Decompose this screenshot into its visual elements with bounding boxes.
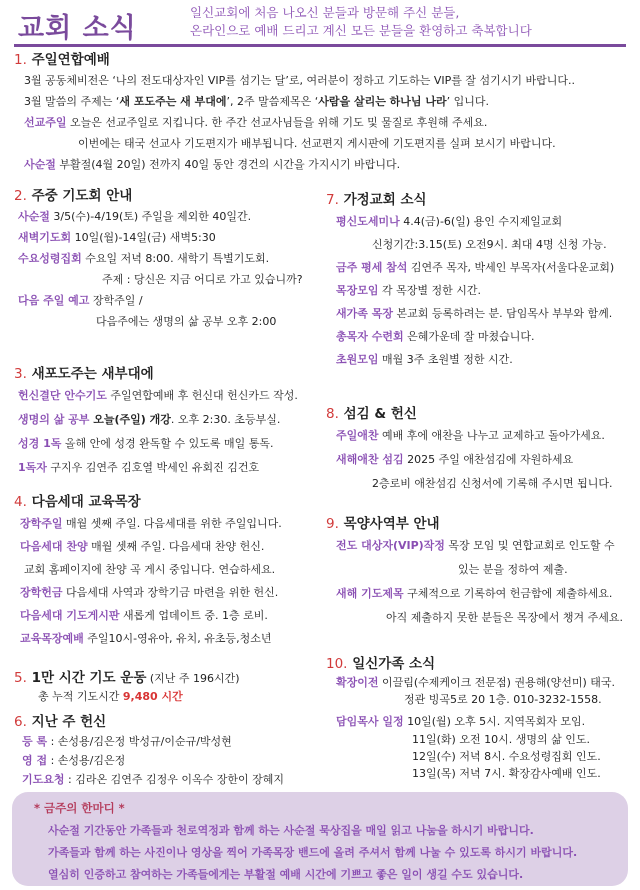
news-line [326, 302, 634, 325]
item-keyword: 확장이전 [336, 676, 379, 689]
news-line [326, 765, 634, 782]
item-keyword: 전도 대상자(VIP)작정 [336, 539, 445, 552]
news-line [14, 688, 319, 706]
item-keyword: 담임목사 일정 [336, 715, 404, 728]
item-keyword: 영 접 [22, 754, 48, 767]
section-number: 6. [14, 714, 27, 730]
line-text: 올해 안에 성경 완독할 수 있도록 매일 통독. [61, 437, 274, 450]
news-line [326, 279, 634, 302]
class-opening: 오늘(주일) 개강 [89, 413, 171, 426]
line-text: : 손성용/김은정 [47, 754, 126, 767]
line-text: 2층로비 애찬섬김 신청서에 기록해 주시면 됩니다. [372, 477, 613, 490]
weekly-word-line: 열심히 인증하고 참여하는 가족들에게는 부활절 예배 시간에 기쁘고 좋은 일이 생길 수도 있습니다. [48, 868, 524, 881]
news-line [326, 674, 634, 691]
news-line [14, 456, 319, 480]
line-text: 3월 말씀의 주제는 ‘ [24, 95, 120, 108]
section-number: 8. [326, 406, 339, 422]
section-number: 2. [14, 188, 27, 204]
line-text: 주일연합예배 후 헌신대 헌신카드 작성. [106, 389, 298, 402]
item-keyword: 기도요청 [22, 773, 65, 786]
section-heading [14, 668, 319, 688]
item-keyword: 사순절 [18, 210, 50, 223]
section-heading [326, 404, 634, 424]
section-heading [14, 50, 634, 70]
line-text: 이번에는 태국 선교사 기도편지가 배부됩니다. 선교편지 게시판에 기도편지를 실펴 보시기 바랍니다. [78, 137, 556, 150]
line-text: 본교회 등록하려는 분. 담임목사 부부와 함께. [392, 307, 613, 320]
welcome-message [190, 4, 532, 40]
line-text: 교회 홈페이지에 찬양 곡 게시 중입니다. 연습하세요. [24, 563, 276, 576]
sermon-theme: 새 포도주는 새 부대에 [119, 95, 227, 108]
line-text: : 김라온 김연주 김정우 이옥수 장한이 장혜지 [64, 773, 284, 786]
section-9 [326, 514, 634, 630]
page-title: 교회 소식 [18, 13, 137, 44]
line-text: 구지우 김연주 김호열 박세인 유회진 김건호 [46, 461, 260, 474]
line-text: 각 목장별 정한 시간. [378, 284, 482, 297]
line-text: 12일(수) 저녁 8시. 수요성령집회 인도. [412, 750, 601, 763]
item-keyword: 새해애찬 섬김 [336, 453, 404, 466]
news-line [326, 424, 634, 448]
news-line [14, 732, 319, 751]
news-line [14, 535, 319, 558]
news-line [326, 448, 634, 472]
section-1 [14, 50, 634, 175]
section-heading [14, 364, 319, 384]
weekly-word-heading: * 금주의 한마디 * [34, 801, 125, 815]
line-text: 10일(월) 오후 5시. 지역목회자 모임. [403, 715, 586, 728]
line-text: 예배 후에 애찬을 나누고 교제하고 돌아가세요. [378, 429, 605, 442]
section-4 [14, 492, 319, 650]
line-text: 부활절(4월 20일) 전까지 40일 동안 경건의 시간을 가지시기 바랍니다. [55, 158, 401, 171]
section-heading [326, 514, 634, 534]
line-text: 목장 모임 및 연합교회로 인도할 수 [444, 539, 615, 552]
section-title: 가정교회 소식 [343, 192, 427, 208]
section-title: 1만 시간 기도 운동 [31, 670, 147, 686]
section-title: 목양사역부 안내 [343, 516, 440, 532]
last-week-hours: (지난 주 196시간) [146, 672, 240, 685]
news-line [326, 256, 634, 279]
line-text: 10일(월)-14일(금) 새벽5:30 [71, 231, 216, 244]
line-text: 11일(화) 오전 10시. 생명의 삶 인도. [412, 733, 590, 746]
header-divider [14, 44, 626, 47]
item-keyword: 주일애찬 [336, 429, 379, 442]
news-line [14, 604, 319, 627]
item-keyword: 총목자 수련회 [336, 330, 404, 343]
weekly-word-line: 가족들과 함께 하는 사진이나 영상을 찍어 가족목장 밴드에 올려 주셔서 함께 나눌 수 있도록 하시기 바랍니다. [48, 846, 578, 859]
line-text: 4.4(금)-6(일) 용인 수지제일교회 [399, 215, 563, 228]
line-text: . 오후 2:30. 초등부실. [170, 413, 281, 426]
news-line [326, 233, 634, 256]
line-text: 새롭게 업데이트 중. 1층 로비. [119, 609, 268, 622]
news-line [14, 133, 634, 154]
news-line [14, 206, 319, 227]
item-keyword: 평신도세미나 [336, 215, 400, 228]
item-keyword: 목장모임 [336, 284, 379, 297]
news-line [326, 691, 634, 708]
news-line [326, 348, 634, 371]
news-line [326, 582, 634, 606]
item-keyword: 생명의 삶 공부 [18, 413, 90, 426]
section-title: 일신가족 소식 [352, 656, 436, 672]
line-text: 아직 제출하지 못한 분들은 목장에서 챙겨 주세요. [386, 611, 623, 624]
news-line [14, 558, 319, 581]
welcome-line-2: 온라인으로 예배 드리고 계신 모든 분들을 환영하고 축복합니다 [190, 23, 532, 38]
item-keyword: 새벽기도회 [18, 231, 72, 244]
news-line [14, 290, 319, 311]
item-keyword: 선교주일 [24, 116, 67, 129]
total-prayer-hours: 9,480 시간 [122, 690, 183, 703]
line-text: 은혜가운데 잘 마쳤습니다. [403, 330, 535, 343]
item-keyword: 등 록 [22, 735, 48, 748]
item-keyword: 헌신결단 안수기도 [18, 389, 107, 402]
news-line [14, 269, 319, 290]
line-text: 신청기간:3.15(토) 오전9시. 최대 4명 신청 가능. [372, 238, 607, 251]
section-3 [14, 364, 319, 480]
section-number: 5. [14, 670, 27, 686]
line-text: 정관 빙곡5로 20 1층. 010-3232-1558. [404, 693, 602, 706]
section-heading [14, 492, 319, 512]
page-header [0, 0, 640, 48]
item-keyword: 장학헌금 [20, 586, 63, 599]
news-line [326, 210, 634, 233]
line-text: 오늘은 선교주일로 지킵니다. 한 주간 선교사님들을 위해 기도 및 물질로 후원해 주세요. [66, 116, 488, 129]
news-line [14, 91, 634, 112]
news-line [14, 751, 319, 770]
news-line [14, 227, 319, 248]
item-keyword: 1독자 [18, 461, 47, 474]
news-line [326, 731, 634, 748]
section-6 [14, 712, 319, 789]
news-line [14, 770, 319, 789]
section-5 [14, 668, 319, 706]
news-line [14, 248, 319, 269]
news-line [326, 325, 634, 348]
section-title: 다음세대 교육목장 [31, 494, 141, 510]
news-line [14, 432, 319, 456]
line-text: 매월 셋째 주일. 다음세대 찬양 헌신. [87, 540, 265, 553]
line-text: 총 누적 기도시간 [38, 690, 123, 703]
line-text: 13일(목) 저녁 7시. 확장감사예배 인도. [412, 767, 601, 780]
section-title: 섬김 & 헌신 [343, 406, 417, 422]
line-text: : 손성용/김은정 박성규/이순규/박성현 [47, 735, 232, 748]
welcome-line-1: 일신교회에 처음 나오신 분들과 방문해 주신 분들, [190, 5, 460, 20]
item-keyword: 새가족 목장 [336, 307, 393, 320]
news-line [326, 748, 634, 765]
news-line [14, 408, 319, 432]
news-line [14, 384, 319, 408]
line-text: 주일10시-영유아, 유치, 유초등,청소년 [83, 632, 272, 645]
section-heading [14, 712, 319, 732]
section-7 [326, 190, 634, 371]
news-line [326, 712, 634, 731]
line-text: 주제 : 당신은 지금 어디로 가고 있습니까? [102, 273, 303, 286]
section-number: 9. [326, 516, 339, 532]
line-text: 3/5(수)-4/19(토) 주일을 제외한 40일간. [49, 210, 252, 223]
section-number: 4. [14, 494, 27, 510]
news-line [326, 558, 634, 582]
item-keyword: 교육목장예배 [20, 632, 84, 645]
news-line [14, 581, 319, 604]
section-8 [326, 404, 634, 496]
line-text: ’, 2주 말씀제목은 ‘ [226, 95, 319, 108]
section-10 [326, 654, 634, 782]
section-number: 10. [326, 656, 348, 672]
section-number: 1. [14, 52, 27, 68]
section-title: 지난 주 헌신 [31, 714, 107, 730]
item-keyword: 초원모임 [336, 353, 379, 366]
news-line [14, 154, 634, 175]
item-keyword: 사순절 [24, 158, 56, 171]
section-2 [14, 186, 319, 332]
item-keyword: 수요성령집회 [18, 252, 82, 265]
item-keyword: 금주 평세 참석 [336, 261, 408, 274]
news-line [14, 112, 634, 133]
news-line [14, 311, 319, 332]
item-keyword: 다음세대 찬양 [20, 540, 88, 553]
section-title: 주중 기도회 안내 [31, 188, 133, 204]
section-title: 새포도주는 새부대에 [31, 366, 154, 382]
item-keyword: 성경 1독 [18, 437, 62, 450]
news-line [326, 472, 634, 496]
section-number: 7. [326, 192, 339, 208]
item-keyword: 다음 주일 예고 [18, 294, 90, 307]
line-text: ’ 입니다. [446, 95, 489, 108]
line-text: 2025 주일 애찬섬김에 자원하세요 [403, 453, 574, 466]
line-text: 이끌림(수제케이크 전문점) 권용해(양선미) 태국. [378, 676, 616, 689]
news-line [326, 534, 634, 558]
weekly-word-line: 사순절 기간동안 가족들과 천로역정과 함께 하는 사순절 묵상집을 매일 읽고 나눔을 하시기 바랍니다. [48, 824, 534, 837]
line-text: 장학주일 / [89, 294, 143, 307]
section-heading [14, 186, 319, 206]
line-text: 매월 셋째 주일. 다음세대를 위한 주일입니다. [62, 517, 282, 530]
item-keyword: 장학주일 [20, 517, 63, 530]
section-heading [326, 190, 634, 210]
line-text: 3월 공동체비전은 ‘나의 전도대상자인 VIP를 섬기는 달’로, 여러분이 정하고 기도하는 VIP를 잘 섬기시기 바랍니다.. [24, 74, 576, 87]
sermon-title: 사람을 살리는 하나님 나라 [318, 95, 447, 108]
news-line [326, 606, 634, 630]
line-text: 있는 분을 정하여 제출. [458, 563, 568, 576]
line-text: 김연주 목자, 박세인 부목자(서울다운교회) [407, 261, 615, 274]
section-title: 주일연합예배 [31, 52, 110, 68]
weekly-word-box [12, 792, 628, 886]
section-heading [326, 654, 634, 674]
line-text: 다음주에는 생명의 삶 공부 오후 2:00 [96, 315, 277, 328]
section-number: 3. [14, 366, 27, 382]
item-keyword: 다음세대 기도게시판 [20, 609, 120, 622]
news-line [14, 70, 634, 91]
line-text: 수요일 저녁 8:00. 새학기 특별기도회. [81, 252, 270, 265]
line-text: 매월 3주 초원별 정한 시간. [378, 353, 513, 366]
line-text: 다음세대 사역과 장학기금 마련을 위한 헌신. [62, 586, 279, 599]
news-line [14, 512, 319, 535]
item-keyword: 새해 기도제목 [336, 587, 404, 600]
line-text: 구체적으로 기록하여 헌금함에 제출하세요. [403, 587, 613, 600]
news-line [14, 627, 319, 650]
